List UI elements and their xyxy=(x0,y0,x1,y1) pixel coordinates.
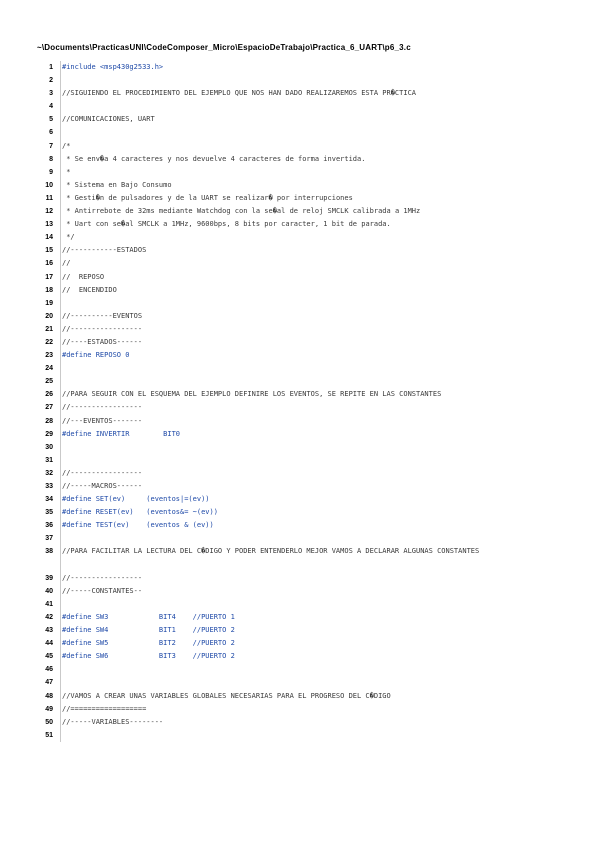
code-line xyxy=(31,153,571,166)
code-comment: */ xyxy=(62,233,75,242)
line-number: 25 xyxy=(45,378,53,386)
code-line xyxy=(31,585,571,598)
preprocessor-directive: #define SW6 BIT3 //PUERTO 2 xyxy=(62,652,235,661)
line-number: 28 xyxy=(45,417,53,425)
code-line xyxy=(31,637,571,650)
code-line xyxy=(31,611,571,624)
gutter-divider xyxy=(60,218,61,231)
code-line xyxy=(31,100,571,113)
code-comment: //----------------- xyxy=(62,403,143,412)
gutter-divider xyxy=(60,650,61,663)
code-line xyxy=(31,244,571,257)
code-line xyxy=(31,61,571,74)
code-line xyxy=(31,179,571,192)
code-comment: /* xyxy=(62,141,71,150)
code-comment: // ENCENDIDO xyxy=(62,285,117,294)
code-line xyxy=(31,663,571,676)
line-number: 31 xyxy=(45,456,53,464)
line-number: 38 xyxy=(45,548,53,556)
line-number: 51 xyxy=(45,731,53,739)
code-line xyxy=(31,297,571,310)
code-comment: * Sistema en Bajo Consumo xyxy=(62,180,172,189)
preprocessor-directive: #include <msp430g2533.h> xyxy=(62,63,164,71)
line-number: 50 xyxy=(45,718,53,726)
preprocessor-directive: #define SW5 BIT2 //PUERTO 2 xyxy=(62,639,235,648)
code-comment: //-----VARIABLES-------- xyxy=(62,717,164,726)
line-number: 10 xyxy=(45,181,53,189)
code-comment: // xyxy=(62,259,71,268)
gutter-divider xyxy=(60,153,61,166)
line-number: 41 xyxy=(45,600,53,608)
gutter-divider xyxy=(60,244,61,257)
gutter-divider xyxy=(60,716,61,729)
code-comment: //COMUNICACIONES, UART xyxy=(62,115,155,124)
line-number: 14 xyxy=(45,234,53,242)
gutter-divider xyxy=(60,572,61,585)
gutter-divider xyxy=(60,140,61,153)
code-line xyxy=(31,598,571,611)
line-number: 20 xyxy=(45,312,53,320)
code-line xyxy=(31,650,571,663)
gutter-divider xyxy=(60,637,61,650)
gutter-divider xyxy=(60,729,61,742)
gutter-divider xyxy=(60,467,61,480)
code-comment: //---EVENTOS------- xyxy=(62,416,143,425)
code-line xyxy=(31,126,571,139)
code-line xyxy=(31,519,571,532)
gutter-divider xyxy=(60,100,61,113)
code-line xyxy=(31,532,571,545)
code-line xyxy=(31,271,571,284)
code-line xyxy=(31,375,571,388)
line-number: 16 xyxy=(45,260,53,268)
preprocessor-directive: #define RESET(ev) (eventos&= ~(ev)) xyxy=(62,508,218,517)
gutter-divider xyxy=(60,388,61,401)
code-comment: //-----------ESTADOS xyxy=(62,246,147,255)
line-number: 12 xyxy=(45,208,53,216)
line-number: 4 xyxy=(49,103,53,111)
code-line xyxy=(31,388,571,401)
line-number: 46 xyxy=(45,666,53,674)
gutter-divider xyxy=(60,336,61,349)
gutter-divider xyxy=(60,676,61,689)
code-line xyxy=(31,467,571,480)
code-listing xyxy=(31,61,571,742)
code-line xyxy=(31,310,571,323)
code-comment: //----------------- xyxy=(62,324,143,333)
line-number: 43 xyxy=(45,627,53,635)
line-number: 15 xyxy=(45,247,53,255)
preprocessor-directive: #define SET(ev) (eventos|=(ev)) xyxy=(62,495,210,504)
line-number: 1 xyxy=(49,64,53,71)
line-number: 13 xyxy=(45,221,53,229)
gutter-divider xyxy=(60,231,61,244)
line-number: 19 xyxy=(45,299,53,307)
code-line xyxy=(31,362,571,375)
code-line xyxy=(31,231,571,244)
gutter-divider xyxy=(60,375,61,388)
code-comment: //PARA SEGUIR CON EL ESQUEMA DEL EJEMPLO DEFINIRE LOS EVENTOS, SE REPITE EN LAS CONSTANTES xyxy=(62,390,442,399)
preprocessor-directive: #define SW4 BIT1 //PUERTO 2 xyxy=(62,626,235,635)
gutter-divider xyxy=(60,74,61,87)
code-line xyxy=(31,690,571,703)
code-line xyxy=(31,87,571,100)
line-number: 45 xyxy=(45,653,53,661)
line-number: 35 xyxy=(45,509,53,517)
line-number: 21 xyxy=(45,325,53,333)
code-line xyxy=(31,218,571,231)
line-number: 44 xyxy=(45,640,53,648)
line-number: 48 xyxy=(45,692,53,700)
gutter-divider xyxy=(60,401,61,414)
gutter-divider xyxy=(60,192,61,205)
code-line xyxy=(31,480,571,493)
code-line xyxy=(31,545,571,571)
gutter-divider xyxy=(60,126,61,139)
code-comment: * Antirrebote de 32ms mediante Watchdog con la se�al de reloj SMCLK calibrada a 1MHz xyxy=(62,207,421,216)
line-number: 27 xyxy=(45,404,53,412)
code-line xyxy=(31,703,571,716)
line-number: 26 xyxy=(45,391,53,399)
code-line xyxy=(31,415,571,428)
gutter-divider xyxy=(60,257,61,270)
code-line xyxy=(31,323,571,336)
gutter-divider xyxy=(60,271,61,284)
preprocessor-directive: #define TEST(ev) (eventos & (ev)) xyxy=(62,521,214,530)
line-number: 39 xyxy=(45,574,53,582)
gutter-divider xyxy=(60,310,61,323)
gutter-divider xyxy=(60,113,61,126)
gutter-divider xyxy=(60,690,61,703)
code-comment: //----------------- xyxy=(62,468,143,477)
preprocessor-directive: #define SW3 BIT4 //PUERTO 1 xyxy=(62,612,235,621)
code-line xyxy=(31,74,571,87)
gutter-divider xyxy=(60,87,61,100)
line-number: 17 xyxy=(45,273,53,281)
code-line xyxy=(31,676,571,689)
line-number: 24 xyxy=(45,365,53,373)
gutter-divider xyxy=(60,61,61,74)
code-comment: //PARA FACILITAR LA LECTURA DEL C�DIGO Y PODER ENTENDERLO MEJOR VAMOS A DECLARAR ALGUNAS CONSTANTES xyxy=(62,547,480,556)
line-number: 3 xyxy=(49,90,53,98)
code-comment: //----------EVENTOS xyxy=(62,311,143,320)
code-comment: //-----MACROS------ xyxy=(62,482,143,490)
gutter-divider xyxy=(60,362,61,375)
line-number: 42 xyxy=(45,613,53,621)
code-line xyxy=(31,401,571,414)
gutter-divider xyxy=(60,441,61,454)
gutter-divider xyxy=(60,611,61,624)
code-line xyxy=(31,166,571,179)
code-line xyxy=(31,729,571,742)
line-number: 40 xyxy=(45,587,53,595)
code-comment: //----ESTADOS------ xyxy=(62,337,143,346)
gutter-divider xyxy=(60,663,61,676)
code-line xyxy=(31,205,571,218)
code-line xyxy=(31,716,571,729)
line-number: 7 xyxy=(49,142,53,150)
line-number: 34 xyxy=(45,496,53,504)
code-line xyxy=(31,454,571,467)
gutter-divider xyxy=(60,349,61,362)
gutter-divider xyxy=(60,703,61,716)
gutter-divider xyxy=(60,284,61,297)
code-line xyxy=(31,284,571,297)
gutter-divider xyxy=(60,205,61,218)
code-line xyxy=(31,257,571,270)
line-number: 8 xyxy=(49,155,53,163)
code-comment: //================== xyxy=(62,704,147,713)
line-number: 32 xyxy=(45,469,53,477)
line-number: 33 xyxy=(45,483,53,490)
code-line xyxy=(31,572,571,585)
code-comment: //VAMOS A CREAR UNAS VARIABLES GLOBALES NECESARIAS PARA EL PROGRESO DEL C�DIGO xyxy=(62,691,391,700)
code-line xyxy=(31,140,571,153)
line-number: 49 xyxy=(45,705,53,713)
gutter-divider xyxy=(60,428,61,441)
gutter-divider xyxy=(60,415,61,428)
code-comment: //SIGUIENDO EL PROCEDIMIENTO DEL EJEMPLO QUE NOS HAN DADO REALIZAREMOS ESTA PR�CTICA xyxy=(62,89,417,98)
line-number: 11 xyxy=(45,194,53,202)
line-number: 37 xyxy=(45,535,53,543)
code-comment: * xyxy=(62,167,71,176)
preprocessor-directive: #define INVERTIR BIT0 xyxy=(62,429,181,438)
gutter-divider xyxy=(60,532,61,545)
line-number: 18 xyxy=(45,286,53,294)
line-number: 29 xyxy=(45,430,53,438)
line-number: 36 xyxy=(45,522,53,530)
gutter-divider xyxy=(60,585,61,598)
line-number: 22 xyxy=(45,338,53,346)
gutter-divider xyxy=(60,454,61,467)
gutter-divider xyxy=(60,519,61,532)
gutter-divider xyxy=(60,166,61,179)
gutter-divider xyxy=(60,506,61,519)
code-comment: * Uart con se�al SMCLK a 1MHz, 9600bps, 8 bits por caracter, 1 bit de parada. xyxy=(62,220,391,229)
file-path-header: ~\Documents\PracticasUNI\CodeComposer_Micro\EspacioDeTrabajo\Practica_6_UART\p6_3.c xyxy=(37,43,411,52)
gutter-divider xyxy=(60,545,61,571)
code-line xyxy=(31,428,571,441)
line-number: 9 xyxy=(49,168,53,176)
code-line xyxy=(31,349,571,362)
code-comment: * Gesti�n de pulsadores y de la UART se realizar� por interrupciones xyxy=(62,193,353,202)
code-line xyxy=(31,493,571,506)
gutter-divider xyxy=(60,480,61,493)
code-line xyxy=(31,506,571,519)
code-line xyxy=(31,113,571,126)
code-line xyxy=(31,336,571,349)
gutter-divider xyxy=(60,179,61,192)
gutter-divider xyxy=(60,493,61,506)
code-line xyxy=(31,624,571,637)
code-comment: //----------------- xyxy=(62,573,143,582)
line-number: 23 xyxy=(45,352,53,360)
line-number: 6 xyxy=(49,129,53,137)
code-comment: //-----CONSTANTES-- xyxy=(62,586,143,595)
gutter-divider xyxy=(60,598,61,611)
code-line xyxy=(31,192,571,205)
gutter-divider xyxy=(60,297,61,310)
code-comment: * Se env�a 4 caracteres y nos devuelve 4 caracteres de forma invertida. xyxy=(62,154,366,163)
gutter-divider xyxy=(60,323,61,336)
line-number: 2 xyxy=(49,77,53,85)
line-number: 5 xyxy=(49,116,53,124)
code-line xyxy=(31,441,571,454)
code-comment: // REPOSO xyxy=(62,272,105,281)
preprocessor-directive: #define REPOSO 0 xyxy=(62,351,130,360)
line-number: 30 xyxy=(45,443,53,451)
gutter-divider xyxy=(60,624,61,637)
line-number: 47 xyxy=(45,679,53,687)
